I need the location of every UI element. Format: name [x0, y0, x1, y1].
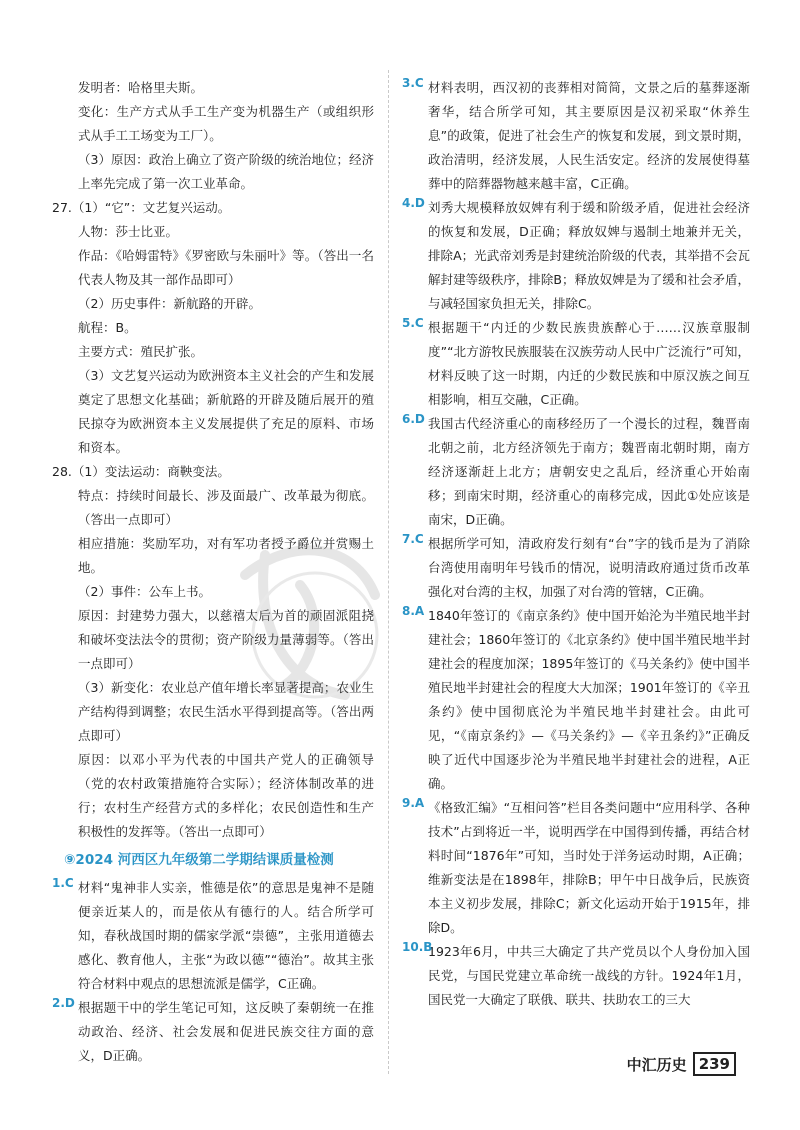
answer-item: [402, 412, 750, 532]
answer-item: [402, 532, 750, 604]
answer-item: [402, 316, 750, 412]
answer-line: 发明者：哈格里夫斯。: [78, 80, 204, 95]
answer-line: 27.（1）“它”：文艺复兴运动。: [52, 200, 231, 215]
answer-text: 1840年签订的《南京条约》使中国开始沦为半殖民地半封建社会；1860年签订的《北京条约》使中国半殖民地半封建社会的程度加深；1895年签订的《马关条约》使中国半殖民地半封建社会的程度大大加深；1901年签订的《辛丑条约》使中国彻底沦为半殖民地半封建社会。由此可见，“《南京条约》—《马关条约》—《辛丑条约》”正确反映了近代中国逐步沦为半殖民地半封建社会的进程，A正确。: [428, 608, 750, 791]
answer-line: 特点：持续时间最长、涉及面最广、改革最为彻底。（答出一点即可）: [78, 488, 374, 527]
answer-line: （3）新变化：农业总产值年增长率显著提高；农业生产结构得到调整；农民生活水平得到提高等。（答出两点即可）: [78, 680, 374, 743]
answer-text: 《格致汇编》“互相问答”栏目各类问题中“应用科学、各种技术”占到将近一半，说明西学在中国得到传播，再结合材料时间“1876年”可知，当时处于洋务运动时期，A正确；维新变法是在1898年，排除B；甲午中日战争后，民族资本主义初步发展，排除C；新文化运动开始于1915年，排除D。: [428, 800, 750, 935]
answer-line: 原因：以邓小平为代表的中国共产党人的正确领导（党的农村政策措施符合实际）；经济体制改革的进行；农村生产经营方式的多样化；农民创造性和生产积极性的发挥等。（答出一点即可）: [78, 752, 374, 839]
answer-number: 5.C: [402, 316, 424, 330]
answer-number: 4.D: [402, 196, 425, 210]
answer-text: 材料“鬼神非人实亲，惟德是依”的意思是鬼神不是随便亲近某人的，而是依从有德行的人。结合所学可知，春秋战国时期的儒家学派“崇德”，主张用道德去感化、教育他人，主张“为政以德”“德治”。故其主张符合材料中观点的思想流派是儒学，C正确。: [78, 880, 374, 991]
answer-item: [402, 604, 750, 796]
watermark-logo: [205, 515, 415, 725]
answer-line: （3）文艺复兴运动为欧洲资本主义社会的产生和发展奠定了思想文化基础；新航路的开辟及随后展开的殖民掠夺为欧洲资本主义发展提供了充足的原料、市场和资本。: [78, 368, 374, 455]
answer-text: 根据所学可知，清政府发行刻有“台”字的钱币是为了消除台湾使用南明年号钱币的情况，说明清政府通过货币改革强化对台湾的主权，加强了对台湾的管辖，C正确。: [428, 536, 750, 599]
answer-line: 相应措施：奖励军功，对有军功者授予爵位并赏赐土地。: [78, 536, 374, 575]
answer-line: （2）历史事件：新航路的开辟。: [78, 296, 261, 311]
answer-line: （2）事件：公车上书。: [78, 584, 211, 599]
answer-item: [402, 76, 750, 196]
answer-number: 2.D: [52, 996, 75, 1010]
answer-line: 28.（1）变法运动：商鞅变法。: [52, 464, 230, 479]
right-column: [402, 76, 750, 1012]
page-footer: [627, 1052, 736, 1076]
answer-number: 10.B: [402, 940, 433, 954]
answer-item: [52, 876, 374, 996]
answer-number: 6.D: [402, 412, 425, 426]
answer-number: 7.C: [402, 532, 424, 546]
answer-number: 9.A: [402, 796, 425, 810]
answer-line: 航程：B。: [78, 320, 137, 335]
answer-text: 我国古代经济重心的南移经历了一个漫长的过程，魏晋南北朝之前，北方经济领先于南方；魏晋南北朝时期，南方经济逐渐赶上北方；唐朝安史之乱后，经济重心开始南移；到南宋时期，经济重心的南移完成，因此①处应该是南宋，D正确。: [428, 416, 750, 527]
answer-line: 作品：《哈姆雷特》《罗密欧与朱丽叶》等。（答出一名代表人物及其一部作品即可）: [78, 248, 374, 287]
answer-text: 1923年6月，中共三大确定了共产党员以个人身份加入国民党，与国民党建立革命统一战线的方针。1924年1月，国民党一大确定了联俄、联共、扶助农工的三大: [428, 944, 750, 1007]
page-number: 239: [693, 1052, 736, 1076]
answer-item: [402, 940, 750, 1012]
answer-line: 变化：生产方式从手工生产变为机器生产（或组织形式从手工工场变为工厂）。: [78, 104, 374, 143]
footer-subject: 中汇历史: [626, 1055, 687, 1074]
answer-number: 8.A: [402, 604, 425, 618]
answer-text: 材料表明，西汉初的丧葬相对简简，文景之后的墓葬逐渐奢华，结合所学可知，其主要原因是汉初采取“休养生息”的政策，促进了社会生产的恢复和发展，到文景时期，政治清明，经济发展，人民生活安定。经济的发展使得墓葬中的陪葬器物越来越丰富，C正确。: [428, 80, 750, 191]
answer-number: 3.C: [402, 76, 424, 90]
answer-item: [402, 796, 750, 940]
answer-line: （3）原因：政治上确立了资产阶级的统治地位；经济上率先完成了第一次工业革命。: [78, 152, 374, 191]
answer-item: [402, 196, 750, 316]
answer-number: 1.C: [52, 876, 74, 890]
answer-line: 人物：莎士比亚。: [78, 224, 179, 239]
answer-line: 原因：封建势力强大，以慈禧太后为首的顽固派阻挠和破坏变法法令的贯彻；资产阶级力量薄弱等。（答出一点即可）: [78, 608, 374, 671]
answer-text: 根据题干中的学生笔记可知，这反映了秦朝统一在推动政治、经济、社会发展和促进民族交往方面的意义，D正确。: [78, 1000, 374, 1063]
answer-text: 刘秀大规模释放奴婢有利于缓和阶级矛盾，促进社会经济的恢复和发展，D正确；释放奴婢与遏制土地兼并无关，排除A；光武帝刘秀是封建统治阶级的代表，其举措不会瓦解封建等级秩序，排除B；释放奴婢是为了缓和社会矛盾，与减轻国家负担无关，排除C。: [428, 200, 750, 311]
answer-line: 主要方式：殖民扩张。: [78, 344, 204, 359]
section-title: ⑨2024 河西区九年级第二学期结课质量检测: [64, 852, 334, 868]
answer-item: [52, 996, 374, 1068]
answer-text: 根据题干“内迁的少数民族贵族醉心于……汉族章服制度”“北方游牧民族服装在汉族劳动人民中广泛流行”可知，材料反映了这一时期，内迁的少数民族和中原汉族之间互相影响，相互交融，C正确。: [428, 320, 750, 407]
